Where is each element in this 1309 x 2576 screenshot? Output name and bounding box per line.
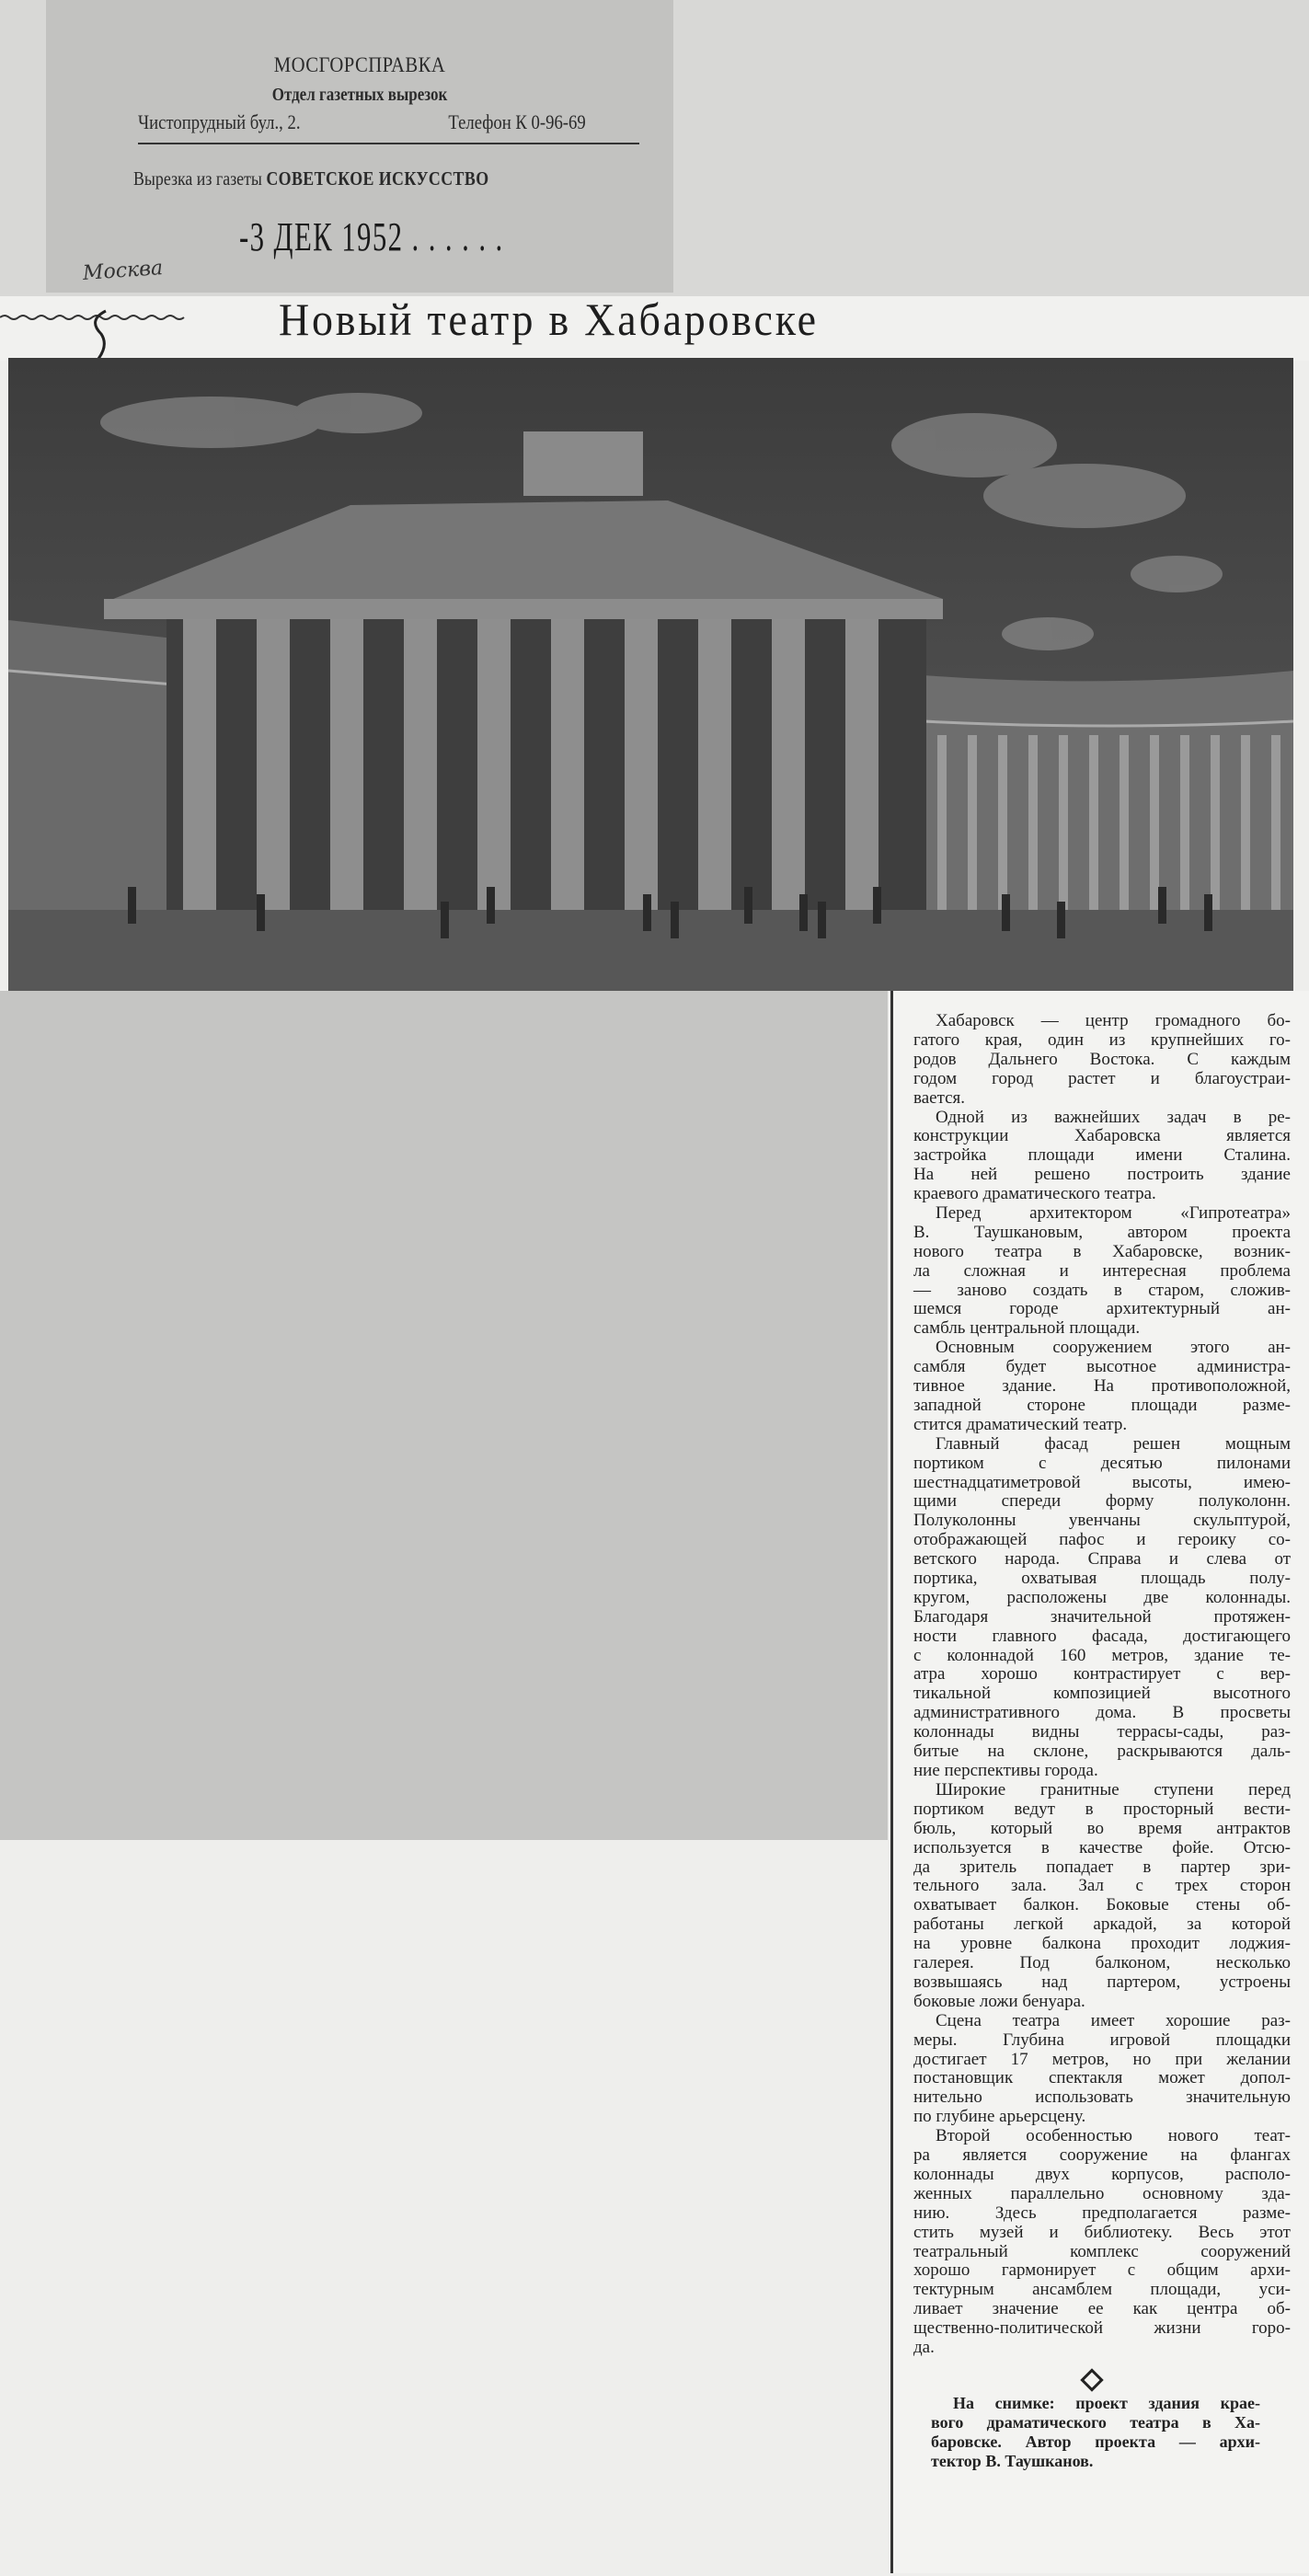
figure — [257, 894, 265, 931]
text-line: женных параллельно основному зда- — [913, 2183, 1291, 2203]
colonnade-column — [1150, 735, 1159, 910]
text-line: Главный фасад решен мощным — [936, 1433, 1291, 1454]
text-line: Одной из важнейших задач в ре- — [936, 1107, 1291, 1127]
article-paragraph — [913, 1109, 1291, 1204]
text-line: охватывает балкон. Боковые стены об- — [913, 1895, 1291, 1915]
text-line: административного дома. В просветы — [913, 1703, 1291, 1723]
colonnade-column — [1180, 735, 1189, 910]
text-line: колоннады видны террасы-сады, раз- — [913, 1722, 1291, 1742]
figure — [818, 902, 826, 938]
text-line: постановщик спектакля может допол- — [913, 2068, 1291, 2088]
text-line: Основным сооружением этого ан- — [936, 1338, 1291, 1358]
text-line: галерея. Под балконом, несколько — [913, 1953, 1291, 1973]
figure — [1002, 894, 1010, 931]
figure — [1204, 894, 1212, 931]
text-line: кругом, расположены две колоннады. — [913, 1587, 1291, 1607]
text-line: тектурным ансамблем площади, уси- — [913, 2280, 1291, 2300]
text-line: вается. — [913, 1087, 966, 1108]
stamp-address: Чистопрудный бул., 2. — [138, 110, 301, 133]
text-line: меры. Глубина игровой площадки — [913, 2030, 1291, 2050]
text-line: родов Дальнего Востока. С каждым — [913, 1049, 1291, 1069]
photo-caption — [931, 2394, 1260, 2471]
article-paragraph — [913, 1339, 1291, 1434]
figure — [441, 902, 449, 938]
colonnade-column — [1241, 735, 1250, 910]
colonnade-column — [1089, 735, 1098, 910]
article-paragraph — [913, 2012, 1291, 2127]
text-line: боковые ложи бенуара. — [913, 1991, 1085, 2011]
stamp-source-label: Вырезка из газеты — [133, 167, 262, 190]
text-line: тивное здание. На противоположной, — [913, 1376, 1291, 1397]
caption-line: баровске. Автор проекта — архи- — [931, 2432, 1260, 2451]
text-line: Второй особенностью нового теат- — [936, 2126, 1291, 2146]
colonnade-column — [1028, 735, 1038, 910]
text-line: Благодаря значительной протяжен- — [913, 1606, 1291, 1627]
text-line: краевого драматического театра. — [913, 1184, 1156, 1204]
text-line: ветского народа. Справа и слева от — [913, 1549, 1291, 1570]
text-line: стится драматический театр. — [913, 1414, 1128, 1434]
sculpture — [523, 431, 643, 496]
caption-line: На снимке: проект здания крае- — [953, 2394, 1260, 2412]
text-line: хорошо гармонирует с общим архи- — [913, 2260, 1291, 2281]
article-paragraph — [913, 1781, 1291, 2012]
figure — [873, 887, 881, 924]
text-line: — заново создать в старом, сложив- — [913, 1280, 1291, 1300]
figure — [643, 894, 651, 931]
text-line: тельного зала. Зал с трех сторон — [913, 1876, 1291, 1896]
text-line: гатого края, один из крупнейших го- — [913, 1029, 1291, 1050]
text-line: по глубине арьерсцену. — [913, 2107, 1086, 2127]
text-line: ности главного фасада, достигающего — [913, 1626, 1291, 1646]
text-line: ние перспективы города. — [913, 1760, 1098, 1780]
colonnade-column — [1120, 735, 1129, 910]
text-line: битые на склоне, раскрываются даль- — [913, 1742, 1291, 1762]
text-line: самбля будет высотное администра- — [913, 1357, 1291, 1377]
text-line: работаны легкой аркадой, за которой — [913, 1915, 1291, 1935]
text-line: на уровне балкона проходит лоджия- — [913, 1934, 1291, 1954]
text-line: ливает значение ее как центра об- — [913, 2299, 1291, 2319]
figure — [487, 887, 495, 924]
stamp-date: -3 ДЕК 1952 . . . . . . — [239, 214, 504, 259]
colonnade-column — [998, 735, 1007, 910]
article-headline: Новый театр в Хабаровске — [279, 293, 819, 345]
figure — [1057, 902, 1065, 938]
colonnade-column — [937, 735, 947, 910]
article-paragraph — [913, 1204, 1291, 1339]
pylon — [477, 619, 511, 910]
colonnade-column — [1271, 735, 1280, 910]
text-line: ла сложная и интересная проблема — [913, 1260, 1291, 1281]
text-line: годом город растет и благоустраи- — [913, 1068, 1291, 1088]
text-line: используется в качестве фойе. Отсю- — [913, 1837, 1291, 1857]
stamp-organization: МОСГОРСПРАВКА — [273, 53, 446, 76]
stamp-source-name: СОВЕТСКОЕ ИСКУССТВО — [266, 167, 489, 190]
text-line: тикальной композицией высотного — [913, 1684, 1291, 1704]
pylon — [772, 619, 805, 910]
stamp-department: Отдел газетных вырезок — [271, 85, 448, 105]
text-line: Полуколонны увенчаны скульптурой, — [913, 1511, 1291, 1531]
figure — [671, 902, 679, 938]
pylon — [404, 619, 437, 910]
article-paragraph — [913, 1012, 1291, 1108]
text-line: самбль центральной площади. — [913, 1318, 1141, 1339]
backing-paper-gray — [0, 991, 888, 1840]
text-line: щими спереди форму полуколонн. — [913, 1491, 1291, 1512]
text-line: Широкие гранитные ступени перед — [936, 1780, 1291, 1800]
text-line: колоннады двух корпусов, располо- — [913, 2164, 1291, 2184]
text-line: портиком ведут в просторный вести- — [913, 1799, 1291, 1819]
text-line: западной стороне площади разме- — [913, 1395, 1291, 1415]
pylon — [183, 619, 216, 910]
text-line: В. Таушкановым, автором проекта — [913, 1222, 1291, 1242]
colonnade-column — [1211, 735, 1220, 910]
text-line: достигает 17 метров, но при желании — [913, 2049, 1291, 2069]
pylon — [625, 619, 658, 910]
stamp-divider — [138, 143, 639, 144]
handwritten-city: Москва — [82, 256, 164, 286]
pylon — [257, 619, 290, 910]
article-paragraph — [913, 1435, 1291, 1781]
figure — [128, 887, 136, 924]
figure — [744, 887, 752, 924]
text-line: возвышаясь над партером, устроены — [913, 1972, 1291, 1992]
right-colonnade — [924, 671, 1293, 910]
pylon — [698, 619, 731, 910]
left-colonnade — [8, 620, 174, 910]
text-line: стить музей и библиотеку. Весь этот — [913, 2222, 1291, 2242]
text-line: На ней решено построить здание — [913, 1165, 1291, 1185]
text-line: Хабаровск — центр громадного бо- — [936, 1011, 1291, 1030]
colonnade-column — [968, 735, 977, 910]
article-paragraph — [913, 2127, 1291, 2358]
pylon — [551, 619, 584, 910]
text-line: нию. Здесь предполагается разме- — [913, 2202, 1291, 2223]
text-line: конструкции Хабаровска является — [913, 1126, 1291, 1146]
stamp-source — [133, 167, 489, 190]
text-line: да зритель попадает в партер зри- — [913, 1857, 1291, 1877]
text-line: шемся городе архитектурный ан- — [913, 1299, 1291, 1319]
text-line: портика, охватывая площадь полу- — [913, 1569, 1291, 1589]
text-line: с колоннадой 160 метров, здание те- — [913, 1645, 1291, 1665]
text-line: бюль, который во время антрактов — [913, 1818, 1291, 1838]
text-line: портиком с десятью пилонами — [913, 1453, 1291, 1473]
figure — [1158, 887, 1166, 924]
text-line: шестнадцатиметровой высоты, имею- — [913, 1472, 1291, 1492]
text-line: театральный комплекс сооружений — [913, 2241, 1291, 2261]
text-line: да. — [913, 2337, 935, 2357]
pylon — [845, 619, 878, 910]
text-line: застройка площади имени Сталина. — [913, 1145, 1291, 1166]
pylon — [330, 619, 363, 910]
caption-line: вого драматического театра в Ха- — [931, 2413, 1260, 2432]
text-line: нительно использовать значительную — [913, 2087, 1291, 2108]
text-line: Сцена театра имеет хорошие раз- — [936, 2010, 1291, 2030]
colonnade-column — [1059, 735, 1068, 910]
text-line: ра является сооружение на флангах — [913, 2145, 1291, 2166]
clipping-service-stamp — [46, 0, 673, 293]
caption-line: тектор В. Таушканов. — [931, 2452, 1094, 2470]
text-line: щественно-политической жизни горо- — [913, 2318, 1291, 2339]
theatre-photo — [8, 358, 1293, 991]
text-line: отображающей пафос и героику со- — [913, 1530, 1291, 1550]
figure — [799, 894, 808, 931]
text-line: нового театра в Хабаровске, возник- — [913, 1241, 1291, 1261]
text-line: атра хорошо контрастирует с вер- — [913, 1664, 1291, 1685]
stamp-phone: Телефон К 0-96-69 — [448, 110, 586, 133]
text-line: Перед архитектором «Гипротеатра» — [936, 1203, 1291, 1223]
